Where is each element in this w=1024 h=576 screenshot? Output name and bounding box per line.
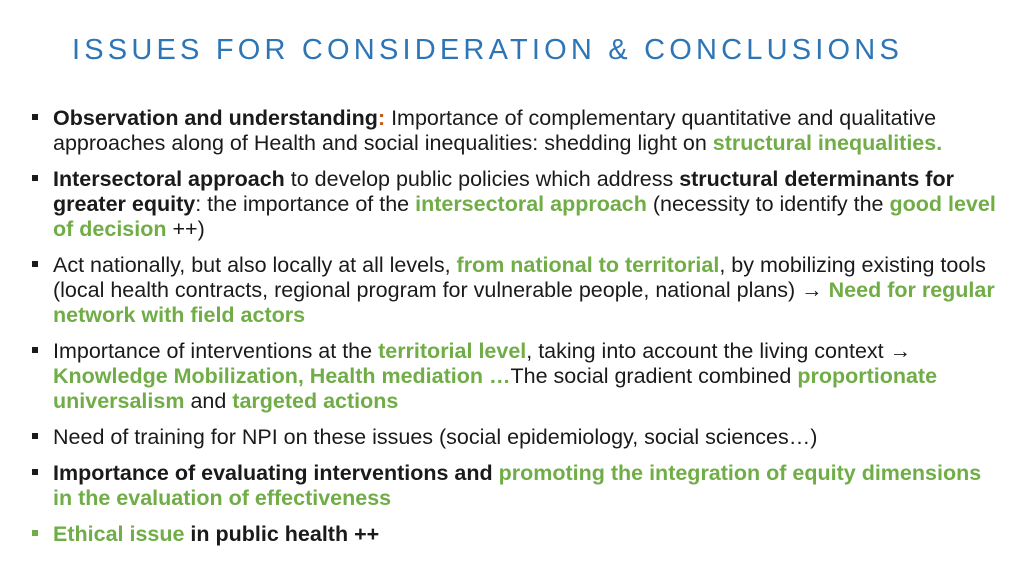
highlight-text: Ethical issue xyxy=(53,522,185,546)
period: . xyxy=(936,131,943,155)
bullet-heading: Intersectoral approach xyxy=(53,167,285,191)
bullet-evaluation xyxy=(30,461,998,511)
bullet-text: : the importance of the xyxy=(195,192,416,216)
bullet-text: (necessity to identify the xyxy=(646,192,890,216)
square-bullet-icon xyxy=(32,433,38,439)
bullet-heading: Observation and understanding xyxy=(53,106,378,130)
bullet-training xyxy=(30,425,998,450)
highlight-text: Need for regular network with field actors xyxy=(53,278,995,327)
highlight-text: proportionate universalism xyxy=(53,364,938,413)
bullet-intersectoral xyxy=(30,167,998,242)
square-bullet-icon xyxy=(32,114,38,120)
highlight-text: targeted actions xyxy=(232,389,399,413)
bullet-text: ++) xyxy=(166,217,205,241)
bold-text: in public health ++ xyxy=(184,522,380,546)
bullet-text: and xyxy=(184,389,233,413)
bullet-text: The social gradient combined xyxy=(510,364,798,388)
highlight-text: good level of decision xyxy=(53,192,996,241)
slide-title: ISSUES FOR CONSIDERATION & CONCLUSIONS xyxy=(72,34,903,66)
bullet-ethical xyxy=(30,522,998,547)
highlight-text: structural inequalities xyxy=(712,131,937,155)
square-bullet-icon xyxy=(32,347,38,353)
square-bullet-icon xyxy=(32,530,38,536)
bullet-text: Need of training for NPI on these issues (social epidemiology, social sciences…) xyxy=(53,425,818,449)
bullet-territorial xyxy=(30,339,998,414)
square-bullet-icon xyxy=(32,469,38,475)
conclusions-list xyxy=(30,106,998,558)
bullet-text: , taking into account the living context → xyxy=(526,339,912,363)
square-bullet-icon xyxy=(32,175,38,181)
highlight-text: from national to territorial xyxy=(456,253,720,277)
bullet-text: Importance of interventions at the xyxy=(53,339,379,363)
square-bullet-icon xyxy=(32,261,38,267)
bullet-text: Importance of complementary quantitative and qualitative approaches along of Health and social inequalities: shedding light on xyxy=(53,106,937,155)
highlight-text: Knowledge Mobilization, Health mediation … xyxy=(53,364,511,388)
bullet-text: , by mobilizing existing tools (local health contracts, regional program for vulnerable people, national plans) → xyxy=(53,253,986,302)
highlight-text: territorial level xyxy=(378,339,527,363)
bold-text: structural determinants for greater equity xyxy=(53,167,954,216)
bullet-observation xyxy=(30,106,998,156)
bullet-text: to develop public policies which address xyxy=(284,167,680,191)
highlight-text: intersectoral approach xyxy=(415,192,647,216)
bullet-text: Act nationally, but also locally at all levels, xyxy=(53,253,457,277)
colon: : xyxy=(377,106,386,130)
bold-text: Importance of evaluating interventions and xyxy=(53,461,499,485)
highlight-text: promoting the integration of equity dimensions in the evaluation of effectiveness xyxy=(53,461,982,510)
bullet-act-nationally xyxy=(30,253,998,328)
